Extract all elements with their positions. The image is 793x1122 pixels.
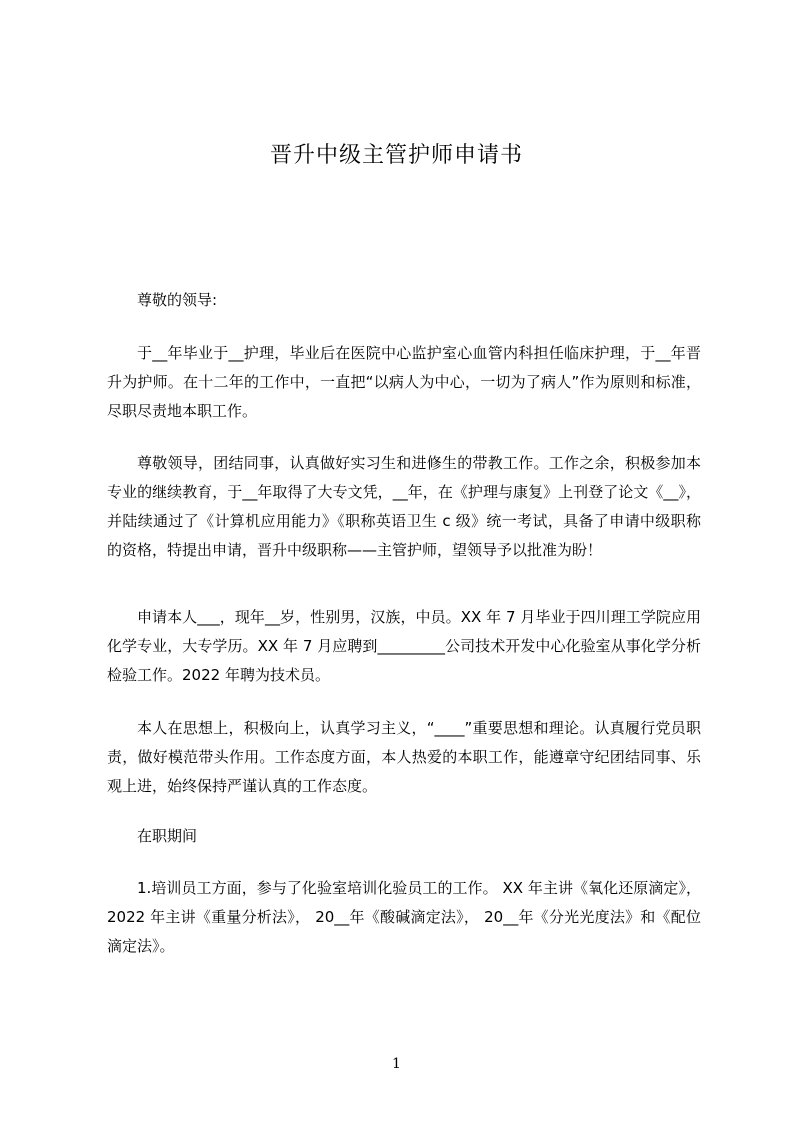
paragraph-3: 申请本人___，现年__岁，性别男，汉族，中员。XX 年 7 月毕业于四川理工学院应用化学专业，大专学历。XX 年 7 月应聘到_________公司技术开发中心化验室从事化学分析检验工作。2022 年聘为技术员。	[107, 608, 701, 684]
list-item: 1.培训员工方面，参与了化验室培训化验员工的工作。 XX 年主讲《氧化还原滴定》，2022 年主讲《重量分析法》， 20__年《酸碱滴定法》， 20__年《分光光度法》和《配位滴定法》。	[107, 879, 701, 955]
paragraph-1: 于__年毕业于__护理，毕业后在医院中心监护室心血管内科担任临床护理，于__年晋升为护师。在十二年的工作中，一直把“以病人为中心，一切为了病人”作为原则和标准，尽职尽责地本职工作。	[107, 344, 701, 420]
section-heading: 在职期间	[137, 827, 198, 845]
paragraph-2: 尊敬领导，团结同事，认真做好实习生和进修生的带教工作。工作之余，积极参加本专业的继续教育，于__年取得了大专文凭，__年，在《护理与康复》上刊登了论文《__》，并陆续通过了《计算机应用能力》《职称英语卫生 c 级》统一考试，具备了申请中级职称的资格，特提出申请，晋升中级职称——主管护师，望领导予以批准为盼！	[107, 454, 701, 559]
salutation: 尊敬的领导:	[137, 291, 218, 309]
document-title: 晋升中级主管护师申请书	[269, 143, 523, 168]
page-number: 1	[392, 1056, 401, 1072]
paragraph-4: 本人在思想上，积极向上，认真学习主义，“____”重要思想和理论。认真履行党员职责，做好模范带头作用。工作态度方面，本人热爱的本职工作，能遵章守纪团结同事、乐观上进，始终保持严谨认真的工作态度。	[107, 719, 701, 795]
